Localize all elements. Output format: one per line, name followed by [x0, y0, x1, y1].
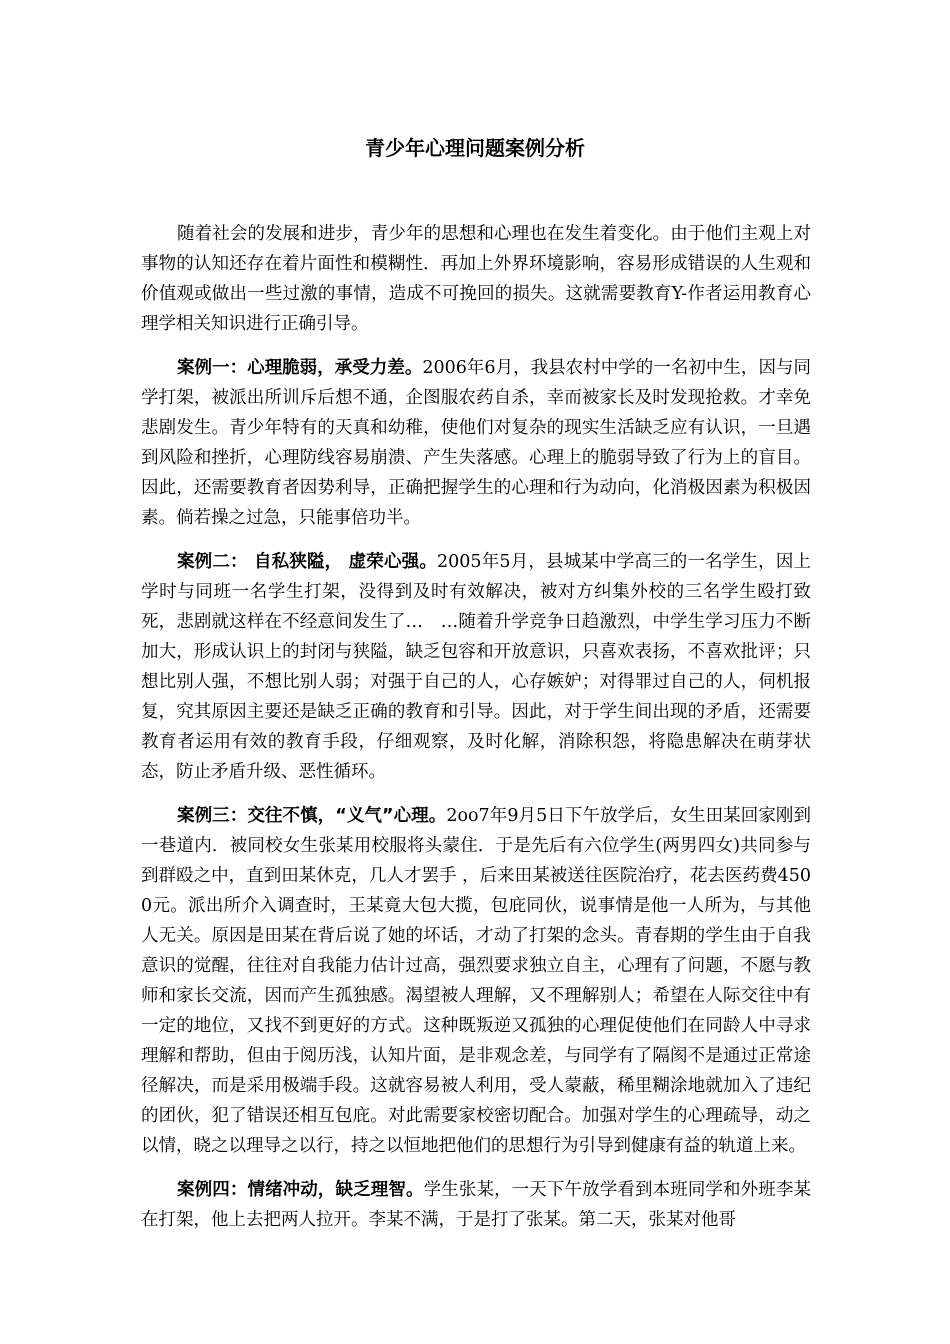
case-text-3: 2oo7年9月5日下午放学后，女生田某回家刚到一巷道内．被同校女生张某用校服将头蒙住．于是先后有六位学生(两男四女)共同参与到群殴之中，直到田某休克，几人才罢手 ，后来田某被送往医院治疗，花去医药费4500元。派出所介入调查时，王某竟大包大揽，包庇同伙，说事情是他一人所为，与其他人无关。原因是田某在背后说了她的坏话，才动了打架的念头。青春期的学生由于自我意识的觉醒，往往对自我能力估计过高，强烈要求独立自主，心理有了问题，不愿与教师和家长交流，因而产生孤独感。渴望被人理解，又不理解别人；希望在人际交往中有一定的地位，又找不到更好的方式。这种既叛逆又孤独的心理促使他们在同龄人中寻求理解和帮助，但由于阅历浅，认知片面，是非观念差，与同学有了隔阂不是通过正常途径解决，而是采用极端手段。这就容易被人利用，受人蒙蔽，稀里糊涂地就加入了违纪的团伙，犯了错误还相互包庇。对此需要家校密切配合。加强对学生的心理疏导，动之以情，晓之以理导之以行，持之以恒地把他们的思想行为引导到健康有益的轨道上来。: [141, 806, 811, 1156]
document-title: 青少年心理问题案例分析: [365, 136, 585, 160]
case-heading-4: 案例四：情绪冲动，缺乏理智。: [177, 1180, 424, 1200]
document-body: [141, 219, 811, 1249]
case-paragraph-2: [141, 547, 811, 787]
intro-paragraph: 随着社会的发展和进步，青少年的思想和心理也在发生着变化。由于他们主观上对事物的认知还存在着片面性和模糊性．再加上外界环境影响，容易形成错误的人生观和价值观或做出一些过激的事情，造成不可挽回的损失。这就需要教育Y-作者运用教育心理学相关知识进行正确引导。: [141, 224, 811, 334]
case-paragraph-1: [141, 353, 811, 533]
case-text-2: 2005年5月，县城某中学高三的一名学生，因上学时与同班一名学生打架，没得到及时有效解决，被对方纠集外校的三名学生殴打致死，悲剧就这样在不经意间发生了… …随着升学竞争日趋激烈，中学生学习压力不断加大，形成认识上的封闭与狭隘，缺乏包容和开放意识，只喜欢表扬，不喜欢批评；只想比别人强，不想比别人弱；对强于自己的人，心存嫉妒；对得罪过自己的人，伺机报复，究其原因主要还是缺乏正确的教育和引导。因此，对于学生间出现的矛盾，还需要教育者运用有效的教育手段，仔细观察，及时化解，消除积怨，将隐患解决在萌芽状态，防止矛盾升级、恶性循环。: [141, 552, 812, 782]
case-heading-1: 案例一：心理脆弱，承受力差。: [177, 358, 423, 378]
case-heading-3: 案例三：交往不慎，“义气”心理。: [177, 806, 447, 826]
case-paragraph-4: [141, 1175, 811, 1235]
case-text-4: 学生张某，一天下午放学看到本班同学和外班李某在打架，他上去把两人拉开。李某不满，于是打了张某。第二天，张某对他哥: [141, 1180, 812, 1230]
case-text-1: 2006年6月，我县农村中学的一名初中生，因与同学打架，被派出所训斥后想不通，企图服农药自杀，幸而被家长及时发现抢救。才幸免悲剧发生。青少年特有的天真和幼稚，使他们对复杂的现实生活缺乏应有认识，一旦遇到风险和挫折，心理防线容易崩溃、产生失落感。心理上的脆弱导致了行为上的盲目。因此，还需要教育者因势利导，正确把握学生的心理和行为动向，化消极因素为积极因素。倘若操之过急，只能事倍功半。: [141, 358, 811, 528]
case-heading-2: 案例二： 自私狭隘， 虚荣心强。: [177, 552, 437, 572]
case-paragraph-3: [141, 801, 811, 1161]
